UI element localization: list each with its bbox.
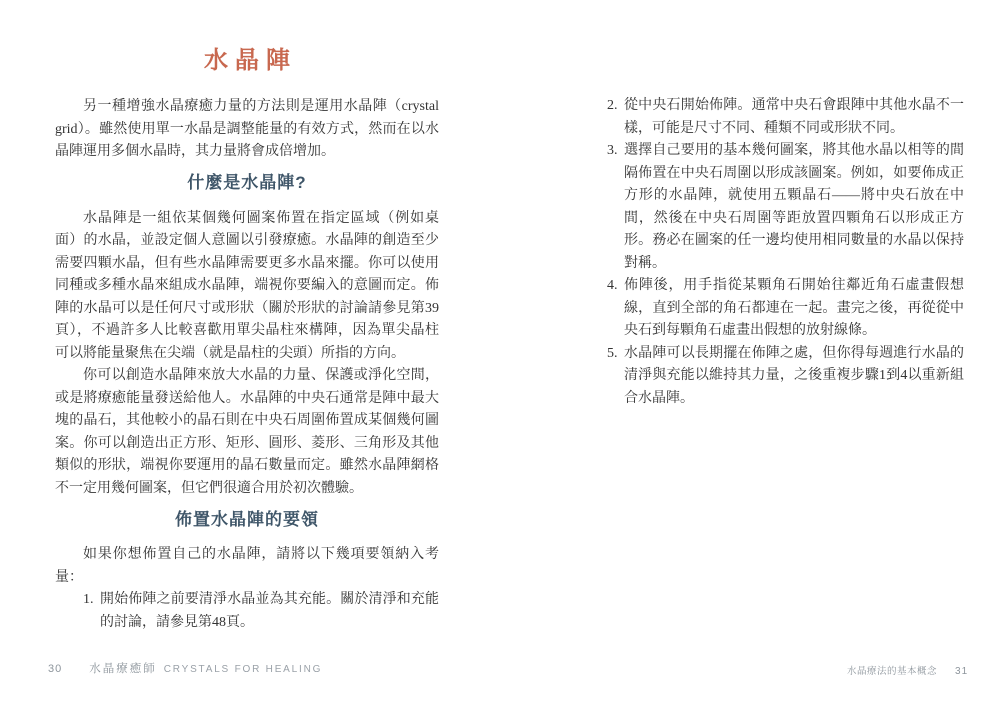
heading-grid-tips: 佈置水晶陣的要領 <box>175 510 319 529</box>
list-item-4-text: 佈陣後，用手指從某顆角石開始往鄰近角石虛畫假想線，直到全部的角石都連在一起。畫完之後，再從從中央石到每顆角石虛畫出假想的放射線條。 <box>624 278 964 338</box>
list-item-5-text: 水晶陣可以長期擺在佈陣之處，但你得每週進行水晶的清淨與充能以維持其力量，之後重複步驟1到4以重新組合水晶陣。 <box>624 345 964 406</box>
tips-intro: 如果你想佈置自己的水晶陣，請將以下幾項要領納入考量： <box>55 547 439 585</box>
list-item-5-number: 5. <box>607 345 618 361</box>
book-title-chinese: 水晶療癒師 <box>89 663 157 675</box>
intro-paragraph: 另一種增強水晶療癒力量的方法則是運用水晶陣（crystal grid）。雖然使用單一水晶是調整能量的有效方式，然而在以水晶陣運用多個水晶時，其力量將會成倍增加。 <box>55 99 439 159</box>
right-page-footer <box>847 663 968 677</box>
list-item-3-number: 3. <box>607 143 618 158</box>
section-title-footer: 水晶療法的基本概念 <box>847 666 938 677</box>
list-item-3 <box>607 140 964 275</box>
list-item-4 <box>607 275 964 343</box>
what-is-paragraph-2: 你可以創造水晶陣來放大水晶的力量、保護或淨化空間，或是將療癒能量發送給他人。水晶陣的中央石通常是陣中最大塊的晶石，其他較小的晶石則在中央石周圍佈置成某個幾何圖案。你可以創造出正方形、矩形、圓形、菱形、三角形及其他類似的形狀，端視你要運用的晶石數量而定。雖然水晶陣網格不一定用幾何圖案，但它們很適合用於初次體驗。 <box>55 368 439 496</box>
left-page-number: 30 <box>48 663 63 675</box>
list-item-4-number: 4. <box>607 278 618 293</box>
steps-list <box>607 95 964 410</box>
list-item-3-text: 選擇自己要用的基本幾何圖案，將其他水晶以相等的間隔佈置在中央石周圍以形成該圖案。例如，如要佈成正方形的水晶陣，就使用五顆晶石——將中央石放在中間，然後在中央石周圍等距放置四顆角石以形成正方形。務必在圖案的任一邊均使用相同數量的水晶以保持對稱。 <box>624 143 964 271</box>
heading-what-is-crystal-grid: 什麼是水晶陣? <box>187 172 307 192</box>
what-is-paragraph-1: 水晶陣是一組依某個幾何圖案佈置在指定區域（例如桌面）的水晶，並設定個人意圖以引發療癒。水晶陣的創造至少需要四顆水晶，但有些水晶陣需要更多水晶來擺。你可以使用同種或多種水晶來組成水晶陣，端視你要編入的意圖而定。佈陣的水晶可以是任何尺寸或形狀（關於形狀的討論請參見第39頁），不過許多人比較喜歡用單尖晶柱來構陣，因為單尖晶柱可以將能量聚焦在尖端（就是晶柱的尖頭）所指的方向。 <box>55 210 439 361</box>
right-page-number: 31 <box>955 666 969 677</box>
left-page-footer <box>48 660 322 676</box>
list-item-1-text: 開始佈陣之前要清淨水晶並為其充能。關於清淨和充能的討論，請參見第48頁。 <box>100 592 439 630</box>
left-page <box>55 46 439 634</box>
list-item-1 <box>83 589 439 634</box>
chapter-title: 水晶陣 <box>204 48 297 74</box>
right-page <box>607 95 964 410</box>
list-item-1-number: 1. <box>83 592 94 607</box>
list-item-2-text: 從中央石開始佈陣。通常中央石會跟陣中其他水晶不一樣，可能是尺寸不同、種類不同或形狀不同。 <box>624 98 964 136</box>
list-item-2 <box>607 95 964 140</box>
list-item-5 <box>607 343 964 411</box>
book-title-english: CRYSTALS FOR HEALING <box>163 664 323 675</box>
tips-list <box>55 589 439 634</box>
list-item-2-number: 2. <box>607 98 618 113</box>
